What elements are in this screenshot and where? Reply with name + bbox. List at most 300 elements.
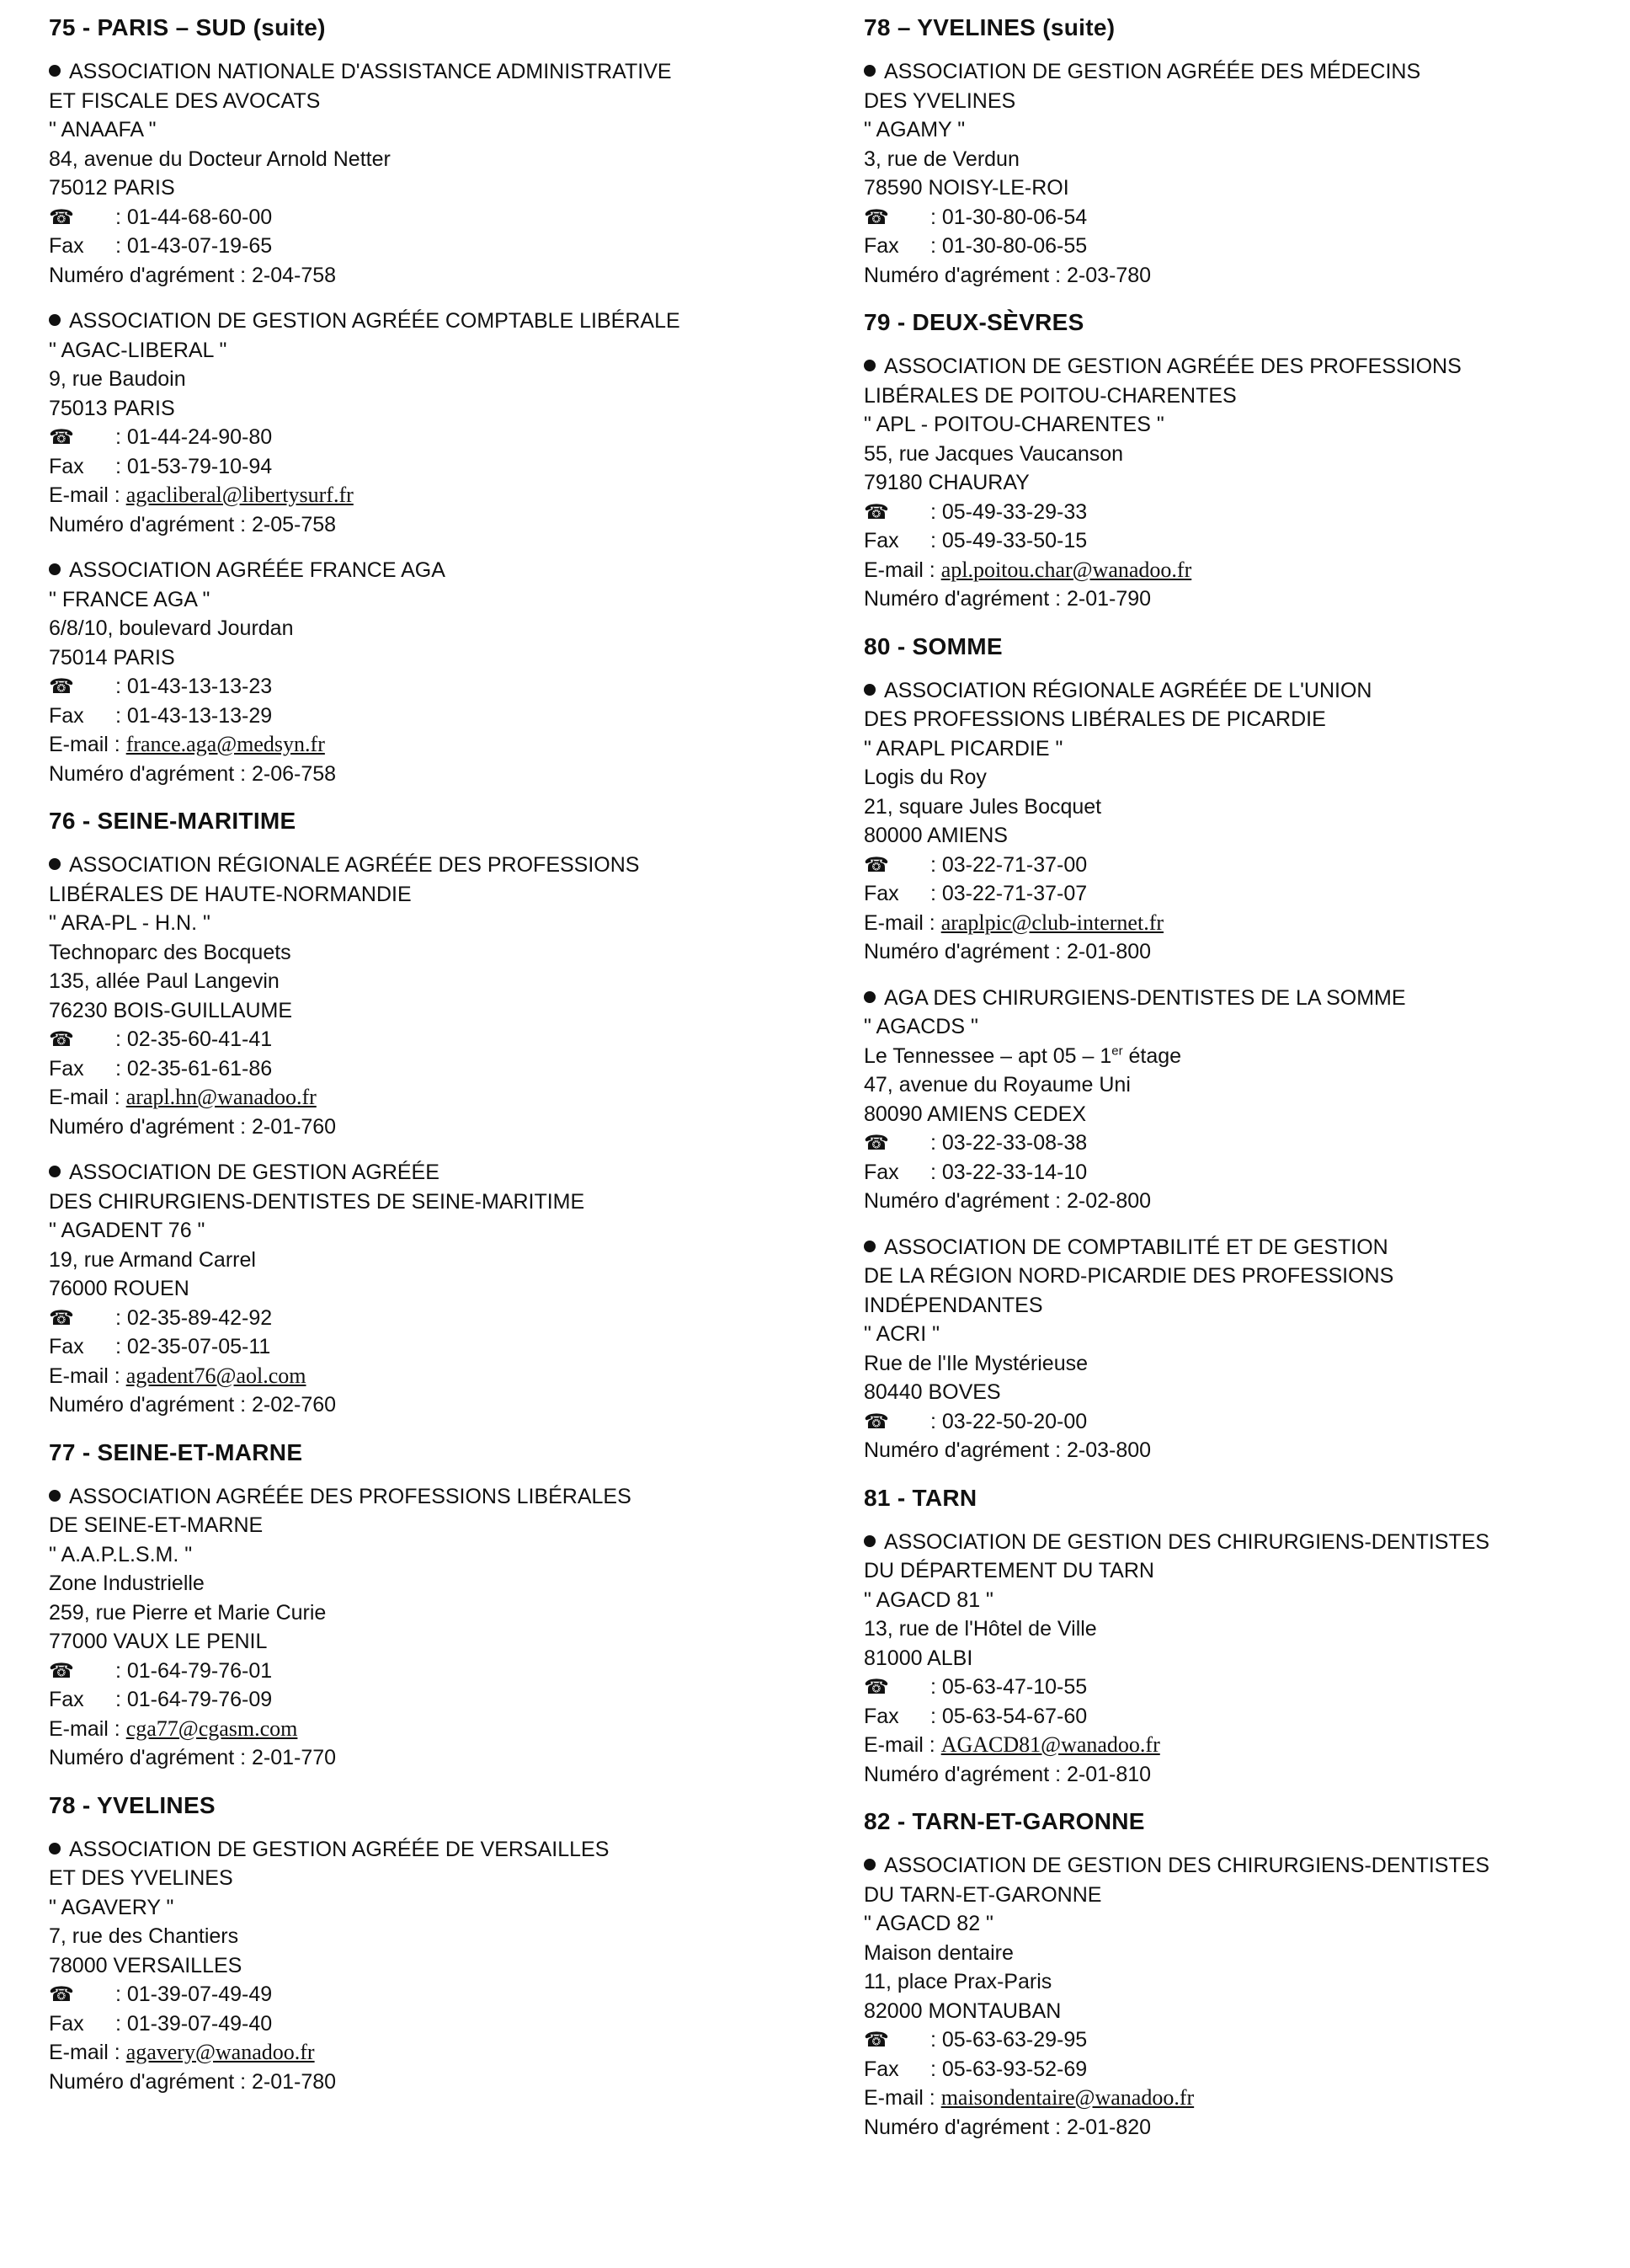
phone-icon: ☎ [49,1658,74,1683]
address-line: 78590 NOISY-LE-ROI [864,176,1069,200]
association-name [864,676,1630,706]
association-entry [864,676,1630,967]
address-line: 135, allée Paul Langevin [49,969,280,993]
bullet-icon [49,1490,61,1502]
phone-icon: ☎ [49,675,74,698]
agrement-row [864,1436,1630,1465]
email-link[interactable]: apl.poitou.char@wanadoo.fr [940,557,1192,582]
bullet-icon [864,1535,876,1547]
association-name [49,1482,832,1512]
association-name [864,1528,1630,1557]
fax-label: Fax [864,234,899,258]
association-name [864,705,1630,734]
agrement-row [49,510,832,540]
association-name [49,307,832,336]
phone-number: 01-44-24-90-80 [126,425,273,449]
fax-row [864,526,1630,556]
address-line: 6/8/10, boulevard Jourdan [49,616,294,640]
separator: : [924,882,942,905]
association-name [864,352,1630,382]
phone-number: 01-64-79-76-01 [126,1658,273,1683]
association-acronym: " AGAMY " [864,118,966,141]
fax-row [49,232,832,261]
email-link[interactable]: agacliberal@libertysurf.fr [125,483,354,507]
bullet-icon [864,1241,876,1252]
association-name-text: ASSOCIATION NATIONALE D'ASSISTANCE ADMINISTRATIVE [69,60,672,83]
bullet-icon [864,360,876,371]
agrement-number: 2-01-770 [252,1746,337,1769]
association-name [49,851,832,880]
association-name-text: ASSOCIATION DE GESTION DES CHIRURGIENS-DENTISTES [884,1529,1490,1554]
association-acronym: " A.A.P.L.S.M. " [49,1542,193,1566]
association-name [864,87,1630,116]
fax-number: 03-22-33-14-10 [941,1160,1088,1184]
separator: : [109,675,127,698]
phone-number: 03-22-71-37-00 [941,852,1088,877]
association-entry [49,556,832,788]
agrement-row [49,760,832,789]
phone-number: 05-49-33-29-33 [941,499,1088,524]
department-section [49,12,832,788]
agrement-label: Numéro d'agrément : [49,1746,252,1769]
association-name-text: ASSOCIATION DE GESTION AGRÉÉE DES PROFESSIONS [884,355,1462,378]
agrement-label: Numéro d'agrément : [864,263,1067,287]
fax-label: Fax [49,2011,84,2036]
association-entry [864,57,1630,290]
email-row [864,909,1630,938]
email-link[interactable]: agadent76@aol.com [125,1363,306,1388]
association-acronym: " AGACD 82 " [864,1912,993,1935]
fax-label: Fax [864,1704,899,1728]
fax-row [49,2009,832,2039]
agrement-label: Numéro d'agrément : [49,1393,252,1417]
agrement-label: Numéro d'agrément : [864,587,1067,611]
email-label: E-mail : [864,2086,941,2110]
association-name-text: DES PROFESSIONS LIBÉRALES DE PICARDIE [864,707,1326,731]
phone-number: 01-44-68-60-00 [126,205,273,229]
association-name [864,1262,1630,1291]
address-line: 11, place Prax-Paris [864,1970,1052,1993]
email-label: E-mail : [864,558,941,582]
agrement-row [49,261,832,291]
phone-number: 05-63-47-10-55 [941,1675,1088,1699]
address-line: Le Tennessee – apt 05 – 1er étage [864,1043,1182,1068]
address-line: 76000 ROUEN [49,1277,189,1300]
association-acronym: " ACRI " [864,1322,940,1346]
phone-row [49,423,832,452]
phone-row [864,498,1630,527]
phone-icon: ☎ [49,1305,74,1330]
email-label: E-mail : [864,910,941,935]
separator: : [109,234,127,258]
fax-row [49,452,832,482]
agrement-row [864,261,1630,291]
fax-label: Fax [49,234,84,258]
section-heading: 78 – YVELINES (suite) [864,14,1116,40]
association-name-text: ET DES YVELINES [49,1866,233,1890]
section-heading: 77 - SEINE-ET-MARNE [49,1438,303,1465]
section-heading: 81 - TARN [864,1484,977,1511]
agrement-row [864,584,1630,614]
phone-number: 01-43-13-13-23 [126,675,273,698]
association-name-text: DES YVELINES [864,88,1016,113]
association-name-text: ASSOCIATION DE GESTION DES CHIRURGIENS-DENTISTES [884,1854,1490,1877]
association-entry [49,1835,832,2097]
separator: : [109,1027,127,1051]
association-entry [864,1851,1630,2142]
address-line: 82000 MONTAUBAN [864,1999,1062,2023]
association-name-text: ET FISCALE DES AVOCATS [49,88,321,113]
section-heading: 78 - YVELINES [49,1791,216,1818]
address-line: 9, rue Baudoin [49,367,186,391]
department-section [864,307,1630,614]
section-heading: 80 - SOMME [864,632,1003,659]
agrement-number: 2-06-758 [252,761,337,786]
department-section [49,805,832,1420]
association-entry [49,851,832,1141]
association-name-text: ASSOCIATION AGRÉÉE FRANCE AGA [69,558,445,582]
association-name [49,1835,832,1865]
address-line: Maison dentaire [864,1940,1014,1965]
association-name [49,1158,832,1187]
association-entry [49,1158,832,1420]
fax-number: 01-53-79-10-94 [126,454,273,478]
agrement-number: 2-05-758 [252,512,337,536]
agrement-number: 2-04-758 [252,263,337,287]
bullet-icon [49,314,61,326]
separator: : [924,1160,942,1184]
address-line: 55, rue Jacques Vaucanson [864,441,1124,466]
fax-label: Fax [864,1160,899,1184]
email-label: E-mail : [49,2041,126,2064]
agrement-row [864,1760,1630,1790]
separator: : [109,1056,127,1081]
fax-row [864,2055,1630,2084]
fax-row [49,702,832,731]
association-name-text: DE LA RÉGION NORD-PICARDIE DES PROFESSIONS [864,1264,1394,1288]
fax-number: 01-43-07-19-65 [126,234,273,258]
agrement-number: 2-03-800 [1067,1438,1152,1462]
phone-icon: ☎ [864,1131,889,1155]
address-line: 19, rue Armand Carrel [49,1247,256,1272]
association-name-text: ASSOCIATION RÉGIONALE AGRÉÉE DES PROFESSIONS [69,853,640,877]
phone-icon: ☎ [864,1409,889,1433]
department-section [864,1482,1630,1790]
association-name [864,1291,1630,1321]
address-line: 3, rue de Verdun [864,147,1020,171]
address-line: 47, avenue du Royaume Uni [864,1073,1131,1097]
separator: : [924,499,942,524]
association-name-text: ASSOCIATION RÉGIONALE AGRÉÉE DE L'UNION [884,678,1372,702]
phone-icon: ☎ [864,2028,889,2052]
fax-label: Fax [49,1335,84,1358]
address-line: 7, rue des Chantiers [49,1924,239,1948]
association-acronym: " AGAVERY " [49,1895,174,1919]
phone-number: 03-22-33-08-38 [941,1131,1088,1155]
email-label: E-mail : [49,733,126,756]
fax-row [864,879,1630,909]
phone-row [49,203,832,232]
address-line: 21, square Jules Bocquet [864,794,1102,819]
association-entry [49,1482,832,1773]
address-line: 75012 PARIS [49,176,175,200]
association-name-text: DU TARN-ET-GARONNE [864,1882,1102,1907]
association-entry [864,1528,1630,1790]
phone-row [49,1657,832,1686]
email-link[interactable]: cga77@cgasm.com [125,1716,298,1741]
fax-label: Fax [49,703,84,728]
agrement-number: 2-01-780 [252,2069,337,2094]
association-entry [49,57,832,290]
section-heading: 82 - TARN-ET-GARONNE [864,1808,1145,1834]
phone-icon: ☎ [49,205,74,229]
association-acronym: " FRANCE AGA " [49,587,210,611]
association-name [864,1556,1630,1586]
address-line: Zone Industrielle [49,1572,205,1595]
agrement-number: 2-01-810 [1067,1762,1152,1786]
agrement-number: 2-02-760 [252,1393,337,1417]
section-heading: 76 - SEINE-MARITIME [49,808,296,834]
fax-row [49,1054,832,1084]
address-line: 81000 ALBI [864,1646,973,1670]
association-acronym: " AGADENT 76 " [49,1219,205,1242]
association-name [864,1881,1630,1910]
association-acronym: " ARA-PL - H.N. " [49,911,210,935]
agrement-label: Numéro d'agrément : [864,1189,1067,1213]
address-line: 13, rue de l'Hôtel de Ville [864,1617,1097,1641]
email-link[interactable]: france.aga@medsyn.fr [125,732,325,756]
phone-row [864,203,1630,232]
phone-icon: ☎ [864,1675,889,1699]
association-entry [864,1233,1630,1465]
association-name-text: ASSOCIATION DE GESTION AGRÉÉE DE VERSAILLES [69,1837,610,1861]
association-name-text: ASSOCIATION DE COMPTABILITÉ ET DE GESTION [884,1235,1388,1259]
association-name-text: AGA DES CHIRURGIENS-DENTISTES DE LA SOMME [884,985,1406,1010]
phone-row [49,1980,832,2009]
address-line: 80090 AMIENS CEDEX [864,1102,1087,1126]
association-name [49,87,832,116]
fax-number: 05-49-33-50-15 [941,529,1088,552]
fax-number: 02-35-61-61-86 [126,1056,273,1081]
agrement-label: Numéro d'agrément : [864,940,1067,963]
separator: : [109,1305,127,1330]
association-name [49,57,832,87]
phone-number: 02-35-60-41-41 [126,1027,273,1051]
association-entry [864,352,1630,614]
association-acronym: " AGAC-LIBERAL " [49,338,227,362]
email-row [49,730,832,760]
email-row [864,556,1630,585]
agrement-label: Numéro d'agrément : [864,1762,1067,1786]
separator: : [109,454,127,478]
fax-number: 01-64-79-76-09 [126,1688,273,1711]
association-name-text: LIBÉRALES DE HAUTE-NORMANDIE [49,882,412,906]
agrement-label: Numéro d'agrément : [49,761,252,786]
agrement-label: Numéro d'agrément : [864,1438,1067,1462]
phone-number: 03-22-50-20-00 [941,1409,1088,1433]
association-name-text: DE SEINE-ET-MARNE [49,1513,264,1537]
address-line: 84, avenue du Docteur Arnold Netter [49,147,391,171]
fax-label: Fax [49,454,84,478]
association-name-text: DU DÉPARTEMENT DU TARN [864,1559,1154,1582]
department-section [49,1790,832,2097]
association-acronym: " ANAAFA " [49,118,157,141]
agrement-row [49,1390,832,1420]
bullet-icon [864,684,876,696]
phone-row [864,2025,1630,2055]
address-line: 75013 PARIS [49,396,175,420]
separator: : [924,852,942,877]
association-entry [864,984,1630,1216]
right-column [864,12,1630,2159]
fax-number: 05-63-54-67-60 [941,1704,1088,1728]
agrement-row [864,937,1630,967]
association-acronym: " AGACD 81 " [864,1588,993,1612]
fax-label: Fax [49,1056,84,1081]
agrement-label: Numéro d'agrément : [864,2115,1067,2139]
association-name [49,556,832,585]
phone-row [864,851,1630,880]
association-name-text: INDÉPENDANTES [864,1293,1043,1317]
separator: : [924,1131,942,1155]
separator: : [109,205,127,229]
phone-icon: ☎ [49,1027,74,1051]
agrement-row [864,2113,1630,2143]
address-line: 77000 VAUX LE PENIL [49,1630,268,1653]
fax-row [49,1685,832,1715]
email-row [864,2084,1630,2113]
section-heading: 79 - DEUX-SÈVRES [864,309,1084,335]
fax-number: 01-43-13-13-29 [126,703,273,728]
fax-number: 01-39-07-49-40 [126,2011,273,2036]
email-link[interactable]: arapl.hn@wanadoo.fr [125,1085,317,1109]
phone-icon: ☎ [864,499,889,524]
email-row [49,1083,832,1113]
association-name-text: ASSOCIATION DE GESTION AGRÉÉE COMPTABLE LIBÉRALE [69,309,680,333]
bullet-icon [49,65,61,77]
association-name [864,57,1630,87]
address-line: Logis du Roy [864,766,987,789]
fax-row [49,1332,832,1362]
separator: : [924,529,942,552]
phone-row [49,672,832,702]
bullet-icon [49,1166,61,1177]
department-section [864,12,1630,290]
email-row [49,1362,832,1391]
agrement-number: 2-01-760 [252,1114,337,1139]
address-line: 80000 AMIENS [864,824,1008,847]
phone-number: 01-30-80-06-54 [941,205,1088,229]
agrement-number: 2-01-790 [1067,587,1152,611]
phone-icon: ☎ [864,852,889,877]
fax-number: 02-35-07-05-11 [126,1335,271,1358]
separator: : [109,425,127,449]
separator: : [924,1409,942,1433]
address-line: Technoparc des Bocquets [49,940,291,964]
fax-label: Fax [864,882,899,905]
fax-row [864,232,1630,261]
agrement-label: Numéro d'agrément : [49,263,252,287]
email-link[interactable]: maisondentaire@wanadoo.fr [940,2085,1195,2110]
phone-row [49,1304,832,1333]
association-acronym: " AGACDS " [864,1015,978,1038]
separator: : [109,2011,127,2036]
separator: : [924,2028,942,2052]
phone-number: 05-63-63-29-95 [941,2028,1088,2052]
association-name [864,1233,1630,1262]
separator: : [924,234,942,258]
bullet-icon [49,1843,61,1854]
fax-row [864,1158,1630,1187]
fax-number: 05-63-93-52-69 [941,2057,1088,2081]
association-name [49,1187,832,1217]
association-name [49,1864,832,1893]
phone-icon: ☎ [864,205,889,229]
agrement-row [49,1743,832,1773]
agrement-number: 2-02-800 [1067,1189,1152,1213]
email-label: E-mail : [864,1733,941,1757]
association-name-text: ASSOCIATION AGRÉÉE DES PROFESSIONS LIBÉRALES [69,1484,631,1508]
separator: : [109,703,127,728]
agrement-row [49,1113,832,1142]
bullet-icon [49,563,61,575]
association-name-text: ASSOCIATION DE GESTION AGRÉÉE DES MÉDECINS [884,60,1421,83]
phone-number: 01-39-07-49-49 [126,1982,273,2006]
address-line: Rue de l'Ile Mystérieuse [864,1351,1089,1375]
association-name-text: LIBÉRALES DE POITOU-CHARENTES [864,383,1237,408]
agrement-number: 2-01-820 [1067,2115,1152,2139]
address-line: 78000 VERSAILLES [49,1953,242,1977]
email-link[interactable]: agavery@wanadoo.fr [125,2040,315,2064]
email-row [49,1715,832,1744]
association-name [864,984,1630,1013]
association-acronym: " ARAPL PICARDIE " [864,736,1063,760]
phone-row [49,1025,832,1054]
email-label: E-mail : [49,1086,126,1109]
agrement-label: Numéro d'agrément : [49,512,252,536]
email-row [49,2038,832,2068]
address-line: 75014 PARIS [49,645,175,670]
address-line: 79180 CHAURAY [864,471,1030,494]
email-row [49,481,832,510]
fax-row [864,1702,1630,1732]
association-entry [49,307,832,539]
department-section [864,631,1630,1465]
agrement-number: 2-03-780 [1067,263,1152,287]
bullet-icon [864,1859,876,1870]
separator: : [924,205,942,229]
association-name [864,1851,1630,1881]
separator: : [924,2057,942,2081]
separator: : [109,1335,127,1358]
association-name [49,1511,832,1540]
fax-label: Fax [864,529,899,552]
separator: : [924,1704,942,1728]
bullet-icon [864,991,876,1003]
fax-number: 01-30-80-06-55 [941,234,1088,258]
email-label: E-mail : [49,1716,126,1741]
phone-icon: ☎ [49,425,74,449]
association-name-text: DES CHIRURGIENS-DENTISTES DE SEINE-MARITIME [49,1189,585,1214]
email-link[interactable]: AGACD81@wanadoo.fr [940,1732,1160,1757]
phone-row [864,1407,1630,1437]
bullet-icon [49,858,61,870]
association-acronym: " APL - POITOU-CHARENTES " [864,413,1164,436]
fax-label: Fax [864,2057,899,2081]
separator: : [109,1688,127,1711]
email-link[interactable]: araplpic@club-internet.fr [940,910,1164,935]
agrement-label: Numéro d'agrément : [49,1114,252,1139]
